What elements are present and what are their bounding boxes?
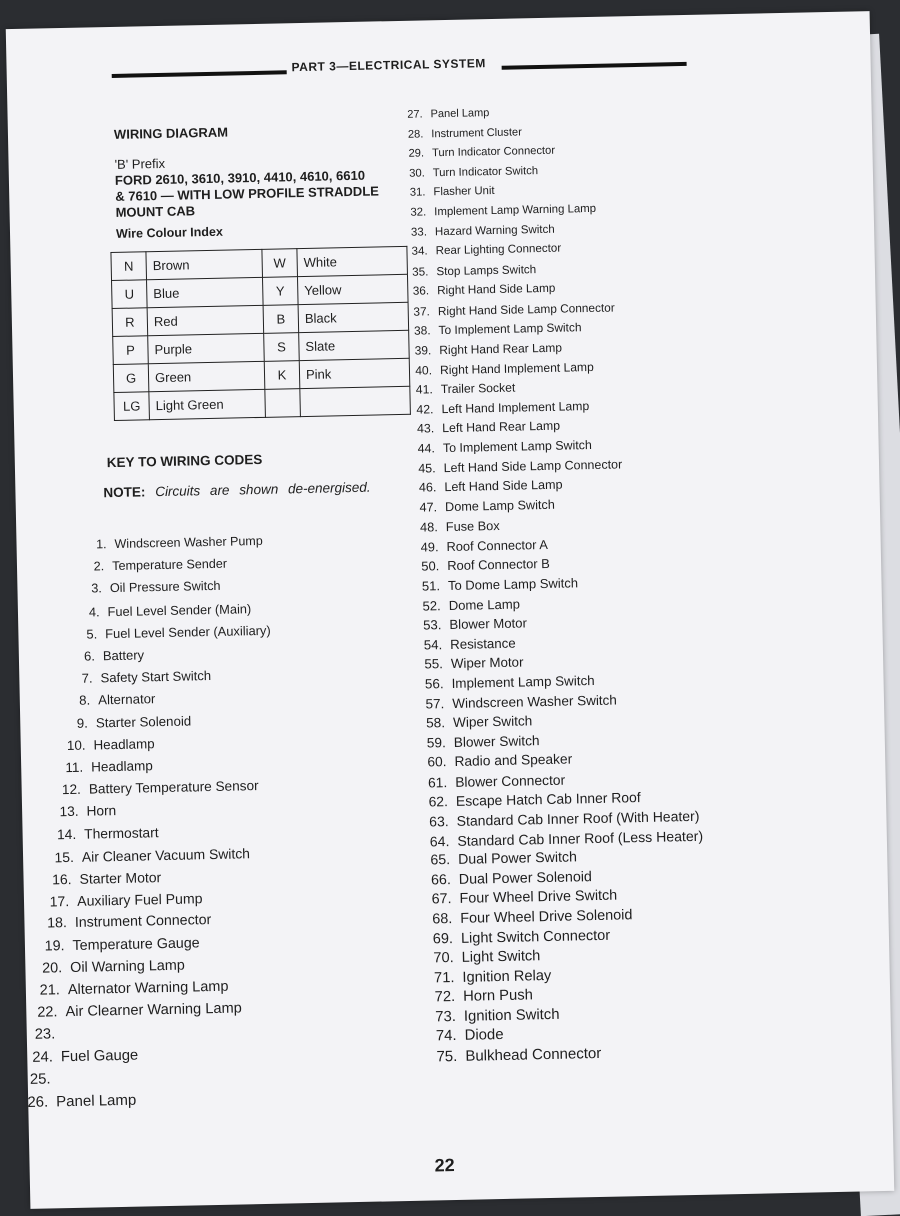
item-number: 19. bbox=[34, 938, 64, 955]
item-number: 36. bbox=[399, 285, 429, 299]
wiring-code-item bbox=[403, 381, 516, 397]
wiring-code-item bbox=[46, 825, 159, 842]
colour-row bbox=[114, 386, 411, 420]
item-label: Right Hand Implement Lamp bbox=[440, 360, 594, 377]
item-number: 46. bbox=[406, 480, 436, 495]
wiring-code-item bbox=[39, 890, 203, 909]
wiring-code-item bbox=[62, 668, 211, 686]
item-label: Oil Warning Lamp bbox=[70, 957, 185, 975]
wiring-code-item bbox=[74, 557, 227, 574]
wiring-code-item bbox=[400, 300, 615, 318]
item-number: 35. bbox=[398, 265, 428, 279]
wiring-code-item bbox=[408, 518, 500, 535]
item-number: 10. bbox=[55, 737, 85, 753]
wiring-code-item bbox=[398, 263, 536, 279]
note-label: NOTE: bbox=[103, 484, 145, 500]
item-label: Turn Indicator Connector bbox=[432, 145, 555, 160]
colour-code: R bbox=[112, 308, 148, 337]
colour-code: G bbox=[113, 364, 149, 393]
model-line: MOUNT CAB bbox=[115, 199, 415, 221]
item-number: 15. bbox=[44, 849, 74, 866]
item-label: Blower Switch bbox=[454, 733, 540, 750]
wiring-code-item bbox=[402, 360, 594, 378]
item-number: 5. bbox=[67, 626, 97, 642]
wiring-code-item bbox=[396, 203, 596, 219]
colour-code: LG bbox=[114, 392, 150, 421]
item-label: Starter Solenoid bbox=[96, 713, 192, 730]
item-number: 62. bbox=[418, 793, 448, 810]
wiring-code-item bbox=[409, 556, 550, 574]
wiring-code-item bbox=[411, 596, 521, 613]
colour-code: U bbox=[112, 280, 148, 309]
item-label: Blower Connector bbox=[455, 771, 565, 789]
item-label: Standard Cab Inner Roof (Less Heater) bbox=[457, 827, 703, 848]
item-label: Panel Lamp bbox=[430, 107, 489, 120]
item-label: To Implement Lamp Switch bbox=[438, 321, 581, 338]
item-label: Dome Lamp bbox=[449, 596, 521, 612]
wiring-code-item bbox=[410, 575, 578, 594]
wiring-code-item bbox=[65, 647, 144, 664]
item-number: 41. bbox=[403, 382, 433, 397]
colour-name: White bbox=[297, 246, 408, 276]
item-number: 38. bbox=[400, 324, 430, 339]
item-number: 44. bbox=[405, 441, 435, 456]
wiring-code-item bbox=[25, 1027, 63, 1044]
wiring-code-item bbox=[405, 438, 592, 456]
colour-code: K bbox=[264, 361, 300, 390]
item-label: Headlamp bbox=[93, 736, 154, 752]
wiring-code-item bbox=[421, 888, 617, 908]
wiring-code-item bbox=[411, 616, 527, 633]
colour-name: Yellow bbox=[297, 274, 408, 304]
item-label: Left Hand Side Lamp Connector bbox=[443, 457, 622, 475]
model-line: FORD 2610, 3610, 3910, 4410, 4610, 6610 bbox=[115, 167, 415, 189]
item-number: 47. bbox=[407, 500, 437, 515]
page-number: 22 bbox=[434, 1155, 454, 1176]
wiring-code-item bbox=[420, 850, 577, 869]
wiring-code-item bbox=[419, 808, 700, 830]
item-label: Thermostart bbox=[84, 825, 159, 842]
item-number: 29. bbox=[394, 148, 424, 161]
item-number: 25. bbox=[20, 1071, 50, 1088]
wiring-code-item bbox=[407, 497, 555, 514]
colour-name: Black bbox=[298, 302, 409, 332]
item-number: 42. bbox=[403, 402, 433, 417]
item-label: Four Wheel Drive Solenoid bbox=[460, 907, 632, 927]
item-label: Trailer Socket bbox=[441, 381, 516, 397]
item-label: Four Wheel Drive Switch bbox=[459, 888, 617, 907]
item-number: 56. bbox=[413, 676, 443, 692]
item-number: 64. bbox=[419, 833, 449, 850]
item-number: 26. bbox=[18, 1094, 48, 1112]
item-label: Alternator Warning Lamp bbox=[68, 979, 229, 998]
note-text: Circuits are shown de-energised. bbox=[155, 480, 371, 500]
wiring-code-item bbox=[72, 579, 221, 596]
item-label: Stop Lamps Switch bbox=[436, 263, 536, 278]
item-label: Standard Cab Inner Roof (With Heater) bbox=[457, 808, 700, 829]
wiring-codes-left bbox=[6, 11, 870, 29]
wiring-code-item bbox=[406, 478, 562, 495]
item-number: 52. bbox=[411, 598, 441, 614]
item-number: 4. bbox=[69, 604, 99, 620]
item-number: 30. bbox=[395, 167, 425, 180]
colour-code bbox=[265, 389, 301, 418]
item-number: 14. bbox=[46, 826, 76, 842]
colour-code: S bbox=[264, 333, 300, 362]
item-label: Alternator bbox=[98, 692, 155, 708]
wiring-code-item bbox=[395, 165, 538, 180]
colour-name: Green bbox=[148, 361, 265, 391]
item-number: 22. bbox=[27, 1004, 57, 1021]
item-label: Rear Lighting Connector bbox=[436, 243, 562, 258]
header-rule-left bbox=[112, 70, 287, 78]
wiring-code-item bbox=[69, 601, 251, 620]
wiring-code-item bbox=[413, 655, 524, 672]
colour-code: W bbox=[262, 249, 298, 278]
wiring-code-item bbox=[416, 733, 540, 751]
wiring-code-item bbox=[406, 457, 623, 476]
item-number: 17. bbox=[39, 893, 69, 910]
colour-code: Y bbox=[262, 277, 298, 306]
wiring-code-item bbox=[395, 185, 494, 199]
item-number: 65. bbox=[420, 852, 450, 869]
note bbox=[103, 480, 370, 501]
item-number: 49. bbox=[408, 539, 438, 555]
item-number: 7. bbox=[62, 671, 92, 687]
item-number: 72. bbox=[425, 989, 455, 1006]
item-number: 37. bbox=[400, 304, 430, 319]
item-number: 20. bbox=[32, 960, 62, 977]
colour-name: Red bbox=[147, 305, 264, 335]
item-number: 11. bbox=[53, 760, 83, 776]
item-label: Left Hand Rear Lamp bbox=[442, 419, 560, 435]
key-title: KEY TO WIRING CODES bbox=[107, 452, 263, 470]
header-rule-right bbox=[502, 62, 687, 70]
wiring-code-item bbox=[30, 979, 229, 999]
wiring-code-item bbox=[32, 957, 185, 976]
item-label: Fuel Level Sender (Auxiliary) bbox=[105, 623, 271, 641]
item-label: Windscreen Washer Switch bbox=[452, 692, 617, 710]
item-label: Diode bbox=[464, 1027, 503, 1044]
item-label: Roof Connector A bbox=[446, 537, 548, 554]
header-title: PART 3—ELECTRICAL SYSTEM bbox=[291, 56, 486, 74]
item-number: 34. bbox=[398, 245, 428, 258]
item-label: Implement Lamp Warning Lamp bbox=[434, 203, 596, 218]
wiring-code-item bbox=[400, 321, 581, 339]
wiring-code-item bbox=[421, 869, 592, 889]
item-number: 24. bbox=[23, 1049, 53, 1066]
item-label: Light Switch Connector bbox=[461, 927, 610, 946]
item-number: 48. bbox=[408, 519, 438, 535]
item-number: 40. bbox=[402, 363, 432, 378]
item-label: Battery bbox=[103, 647, 144, 663]
item-label: Air Cleaner Vacuum Switch bbox=[82, 845, 250, 865]
item-number: 6. bbox=[65, 648, 95, 664]
item-label: Fuel Level Sender (Main) bbox=[107, 601, 251, 619]
item-number: 60. bbox=[416, 754, 446, 770]
wiring-code-item bbox=[424, 968, 551, 987]
colour-code: P bbox=[113, 336, 149, 365]
colour-name: Brown bbox=[146, 249, 263, 279]
colour-code: B bbox=[263, 305, 299, 334]
wiring-codes-right bbox=[6, 11, 870, 29]
wiring-code-item bbox=[404, 419, 560, 436]
item-label: Left Hand Side Lamp bbox=[444, 478, 562, 494]
item-number: 28. bbox=[393, 128, 423, 141]
item-number: 23. bbox=[25, 1027, 55, 1044]
item-number: 2. bbox=[74, 559, 104, 574]
item-label: Radio and Speaker bbox=[454, 752, 572, 769]
item-label: Panel Lamp bbox=[56, 1092, 136, 1111]
wiring-code-item bbox=[53, 758, 153, 775]
wiring-code-item bbox=[398, 243, 562, 258]
item-label: Windscreen Washer Pump bbox=[114, 534, 262, 551]
item-label: Hazard Warning Switch bbox=[435, 223, 555, 238]
item-number: 27. bbox=[392, 108, 422, 121]
item-label: Instrument Connector bbox=[75, 912, 212, 931]
wiring-code-item bbox=[48, 803, 116, 819]
wiring-code-item bbox=[413, 673, 594, 692]
item-label: Temperature Gauge bbox=[72, 935, 199, 954]
wiring-code-item bbox=[51, 778, 259, 797]
item-number: 31. bbox=[395, 187, 425, 200]
item-number: 21. bbox=[30, 982, 60, 999]
item-label: Blower Motor bbox=[449, 616, 527, 633]
colour-name: Slate bbox=[299, 330, 410, 360]
wiring-code-item bbox=[427, 1045, 601, 1066]
item-number: 74. bbox=[426, 1028, 456, 1045]
item-label: To Dome Lamp Switch bbox=[448, 575, 578, 593]
item-number: 61. bbox=[417, 774, 447, 791]
wiring-code-item bbox=[426, 1007, 560, 1026]
item-label: Wiper Motor bbox=[451, 655, 524, 672]
item-number: 57. bbox=[414, 696, 444, 712]
model-line: & 7610 — WITH LOW PROFILE STRADDLE bbox=[115, 183, 415, 205]
item-number: 9. bbox=[58, 715, 88, 731]
item-number: 71. bbox=[424, 970, 454, 987]
item-label: Right Hand Rear Lamp bbox=[439, 341, 562, 358]
wiring-code-item bbox=[67, 623, 271, 642]
item-number: 45. bbox=[406, 461, 436, 476]
item-number: 33. bbox=[397, 226, 427, 239]
item-number: 32. bbox=[396, 206, 426, 219]
wiring-code-item bbox=[34, 935, 199, 954]
section-title: WIRING DIAGRAM bbox=[114, 125, 228, 142]
item-number: 43. bbox=[404, 422, 434, 437]
item-number: 3. bbox=[72, 582, 102, 597]
wiring-code-item bbox=[408, 537, 548, 555]
model-block bbox=[114, 151, 415, 221]
wiring-code-item bbox=[417, 771, 565, 790]
item-number: 75. bbox=[427, 1048, 457, 1066]
item-label: Right Hand Side Lamp Connector bbox=[438, 300, 615, 318]
wiring-code-item bbox=[392, 107, 489, 121]
item-label: Air Clearner Warning Lamp bbox=[65, 1001, 242, 1021]
item-number: 39. bbox=[401, 343, 431, 358]
item-number: 70. bbox=[424, 950, 454, 967]
wiring-code-item bbox=[18, 1092, 136, 1111]
item-number: 73. bbox=[426, 1009, 456, 1026]
wiring-code-item bbox=[399, 282, 555, 298]
item-label: Flasher Unit bbox=[433, 185, 494, 198]
item-number: 12. bbox=[51, 782, 81, 798]
wiring-code-item bbox=[58, 713, 192, 731]
item-number: 18. bbox=[37, 915, 67, 932]
wiring-code-item bbox=[422, 907, 632, 927]
item-number: 55. bbox=[413, 656, 443, 672]
item-label: Right Hand Side Lamp bbox=[437, 282, 555, 297]
wiring-code-item bbox=[76, 534, 262, 552]
item-number: 68. bbox=[422, 911, 452, 928]
item-number: 58. bbox=[415, 715, 445, 731]
item-label: Turn Indicator Switch bbox=[433, 165, 538, 179]
item-number: 13. bbox=[48, 804, 78, 820]
item-label: Ignition Relay bbox=[462, 968, 551, 986]
colour-index-title: Wire Colour Index bbox=[116, 225, 223, 241]
item-label: Dome Lamp Switch bbox=[445, 497, 555, 513]
wiring-code-item bbox=[397, 223, 555, 238]
item-label: Starter Motor bbox=[79, 869, 161, 887]
wiring-code-item bbox=[23, 1047, 139, 1065]
item-label: Fuse Box bbox=[446, 518, 500, 534]
wiring-code-item bbox=[41, 869, 161, 888]
wiring-code-item bbox=[415, 713, 533, 730]
wiring-code-item bbox=[44, 845, 250, 865]
wiring-code-item bbox=[416, 752, 572, 770]
item-label: Wiper Switch bbox=[453, 713, 533, 730]
item-number: 54. bbox=[412, 637, 442, 653]
item-label: Horn Push bbox=[463, 988, 533, 1005]
wiring-code-item bbox=[426, 1027, 503, 1045]
wiring-code-item bbox=[403, 399, 589, 417]
item-number: 51. bbox=[410, 578, 440, 594]
wiring-code-item bbox=[60, 692, 155, 709]
item-number: 53. bbox=[411, 617, 441, 633]
item-label: Auxiliary Fuel Pump bbox=[77, 890, 203, 909]
item-label: Temperature Sender bbox=[112, 557, 227, 573]
wiring-code-item bbox=[425, 988, 533, 1006]
wiring-code-item bbox=[394, 145, 555, 160]
colour-name: Light Green bbox=[149, 389, 266, 419]
item-label: Ignition Switch bbox=[464, 1007, 560, 1025]
item-label: Battery Temperature Sensor bbox=[89, 778, 259, 797]
item-label: Left Hand Implement Lamp bbox=[441, 399, 589, 416]
wiring-code-item bbox=[37, 912, 212, 932]
item-number: 1. bbox=[76, 537, 106, 552]
wiring-code-item bbox=[418, 789, 641, 810]
colour-name: Pink bbox=[299, 358, 410, 388]
wiring-code-item bbox=[412, 635, 516, 652]
item-label: Oil Pressure Switch bbox=[110, 579, 221, 595]
wiring-code-item bbox=[20, 1071, 58, 1088]
item-label: Roof Connector B bbox=[447, 556, 550, 573]
document-page bbox=[6, 11, 895, 1209]
item-label: Implement Lamp Switch bbox=[451, 673, 594, 691]
item-label: Fuel Gauge bbox=[61, 1047, 139, 1065]
colour-name bbox=[300, 386, 411, 416]
wiring-code-item bbox=[414, 692, 617, 711]
item-label: Light Switch bbox=[462, 948, 541, 966]
item-number: 50. bbox=[409, 559, 439, 575]
colour-name: Purple bbox=[148, 333, 265, 363]
item-label: Bulkhead Connector bbox=[465, 1045, 601, 1065]
wiring-code-item bbox=[401, 341, 562, 358]
item-number: 66. bbox=[421, 872, 451, 889]
wiring-code-item bbox=[27, 1001, 242, 1021]
item-number: 16. bbox=[41, 871, 71, 888]
item-number: 67. bbox=[421, 891, 451, 908]
wiring-code-item bbox=[424, 948, 541, 966]
item-number: 8. bbox=[60, 693, 90, 709]
item-label: Horn bbox=[86, 803, 116, 819]
item-label: Headlamp bbox=[91, 758, 153, 774]
item-label: Escape Hatch Cab Inner Roof bbox=[456, 789, 641, 809]
wiring-code-item bbox=[393, 126, 522, 141]
prefix-label: 'B' Prefix bbox=[114, 151, 414, 173]
item-number: 69. bbox=[423, 931, 453, 948]
wire-colour-table bbox=[110, 246, 410, 421]
colour-code: N bbox=[111, 252, 147, 281]
item-label: Dual Power Switch bbox=[458, 850, 577, 868]
item-number: 63. bbox=[419, 813, 449, 830]
item-number: 59. bbox=[416, 735, 446, 751]
wiring-code-item bbox=[55, 736, 154, 753]
item-label: To Implement Lamp Switch bbox=[443, 438, 592, 455]
wiring-code-item bbox=[423, 927, 610, 947]
wiring-code-item bbox=[419, 827, 703, 849]
item-label: Safety Start Switch bbox=[100, 668, 211, 685]
item-label: Instrument Cluster bbox=[431, 126, 522, 140]
item-label: Dual Power Solenoid bbox=[459, 869, 592, 888]
item-label: Resistance bbox=[450, 635, 516, 651]
colour-name: Blue bbox=[147, 277, 264, 307]
